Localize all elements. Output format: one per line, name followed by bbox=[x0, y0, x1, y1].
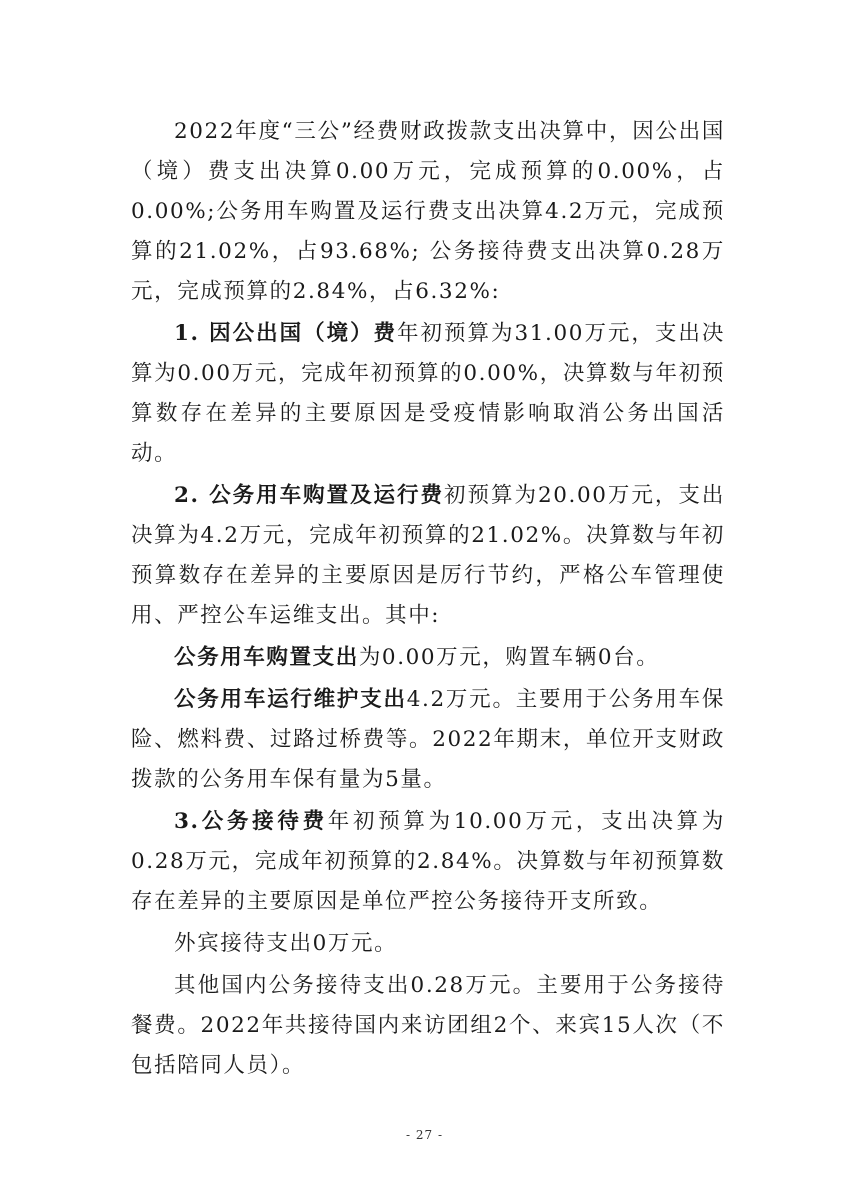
paragraph-text: 其他国内公务接待支出0.28万元。主要用于公务接待餐费。2022年共接待国内来访团组2个、来宾15人次（不包括陪同人员）。 bbox=[131, 973, 725, 1078]
paragraph-vehicle-expense bbox=[131, 476, 725, 636]
paragraph-text: 年初预算为10.00万元，支出决算为0.28万元，完成年初预算的2.84%。决算数与年初预算数存在差异的主要原因是单位严控公务接待开支所致。 bbox=[131, 809, 725, 914]
paragraph-text: 初预算为20.00万元，支出决算为4.2万元，完成年初预算的21.02%。决算数与年初预算数存在差异的主要原因是厉行节约，严格公车管理使用、严控公车运维支出。其中: bbox=[131, 483, 725, 628]
paragraph-overseas-travel bbox=[131, 314, 725, 474]
paragraph-text: 2022年度“三公”经费财政拨款支出决算中，因公出国（境）费支出决算0.00万元，完成预算的0.00%，占0.00%;公务用车购置及运行费支出决算4.2万元，完成预算的21.02%，占93.68%; 公务接待费支出决算0.28万元，完成预算的2.84%，占6.32%: bbox=[131, 119, 725, 304]
page-number: - 27 - bbox=[405, 1128, 443, 1142]
paragraph-reception-expense bbox=[131, 802, 725, 922]
paragraph-lead: 2. 公务用车购置及运行费 bbox=[174, 483, 445, 508]
paragraph-lead: 3.公务接待费 bbox=[174, 809, 328, 834]
paragraph-text: 年初预算为31.00万元，支出决算为0.00万元，完成年初预算的0.00%，决算数与年初预算数存在差异的主要原因是受疫情影响取消公务出国活动。 bbox=[131, 321, 725, 466]
paragraph-lead: 公务用车运行维护支出 bbox=[174, 687, 407, 712]
paragraph-text: 4.2万元。主要用于公务用车保险、燃料费、过路过桥费等。2022年期末，单位开支财政拨款的公务用车保有量为5量。 bbox=[131, 687, 725, 792]
paragraph-vehicle-maintenance bbox=[131, 680, 725, 800]
paragraph-summary bbox=[131, 112, 725, 312]
paragraph-foreign-guests bbox=[131, 924, 725, 964]
paragraph-text: 外宾接待支出0万元。 bbox=[174, 931, 398, 956]
paragraph-vehicle-purchase bbox=[131, 638, 725, 678]
paragraph-text: 为0.00万元，购置车辆0台。 bbox=[358, 645, 660, 670]
paragraph-lead: 公务用车购置支出 bbox=[174, 645, 359, 670]
paragraph-domestic-reception bbox=[131, 966, 725, 1086]
paragraph-lead: 1. 因公出国（境）费 bbox=[174, 321, 398, 346]
document-body bbox=[131, 112, 725, 1086]
